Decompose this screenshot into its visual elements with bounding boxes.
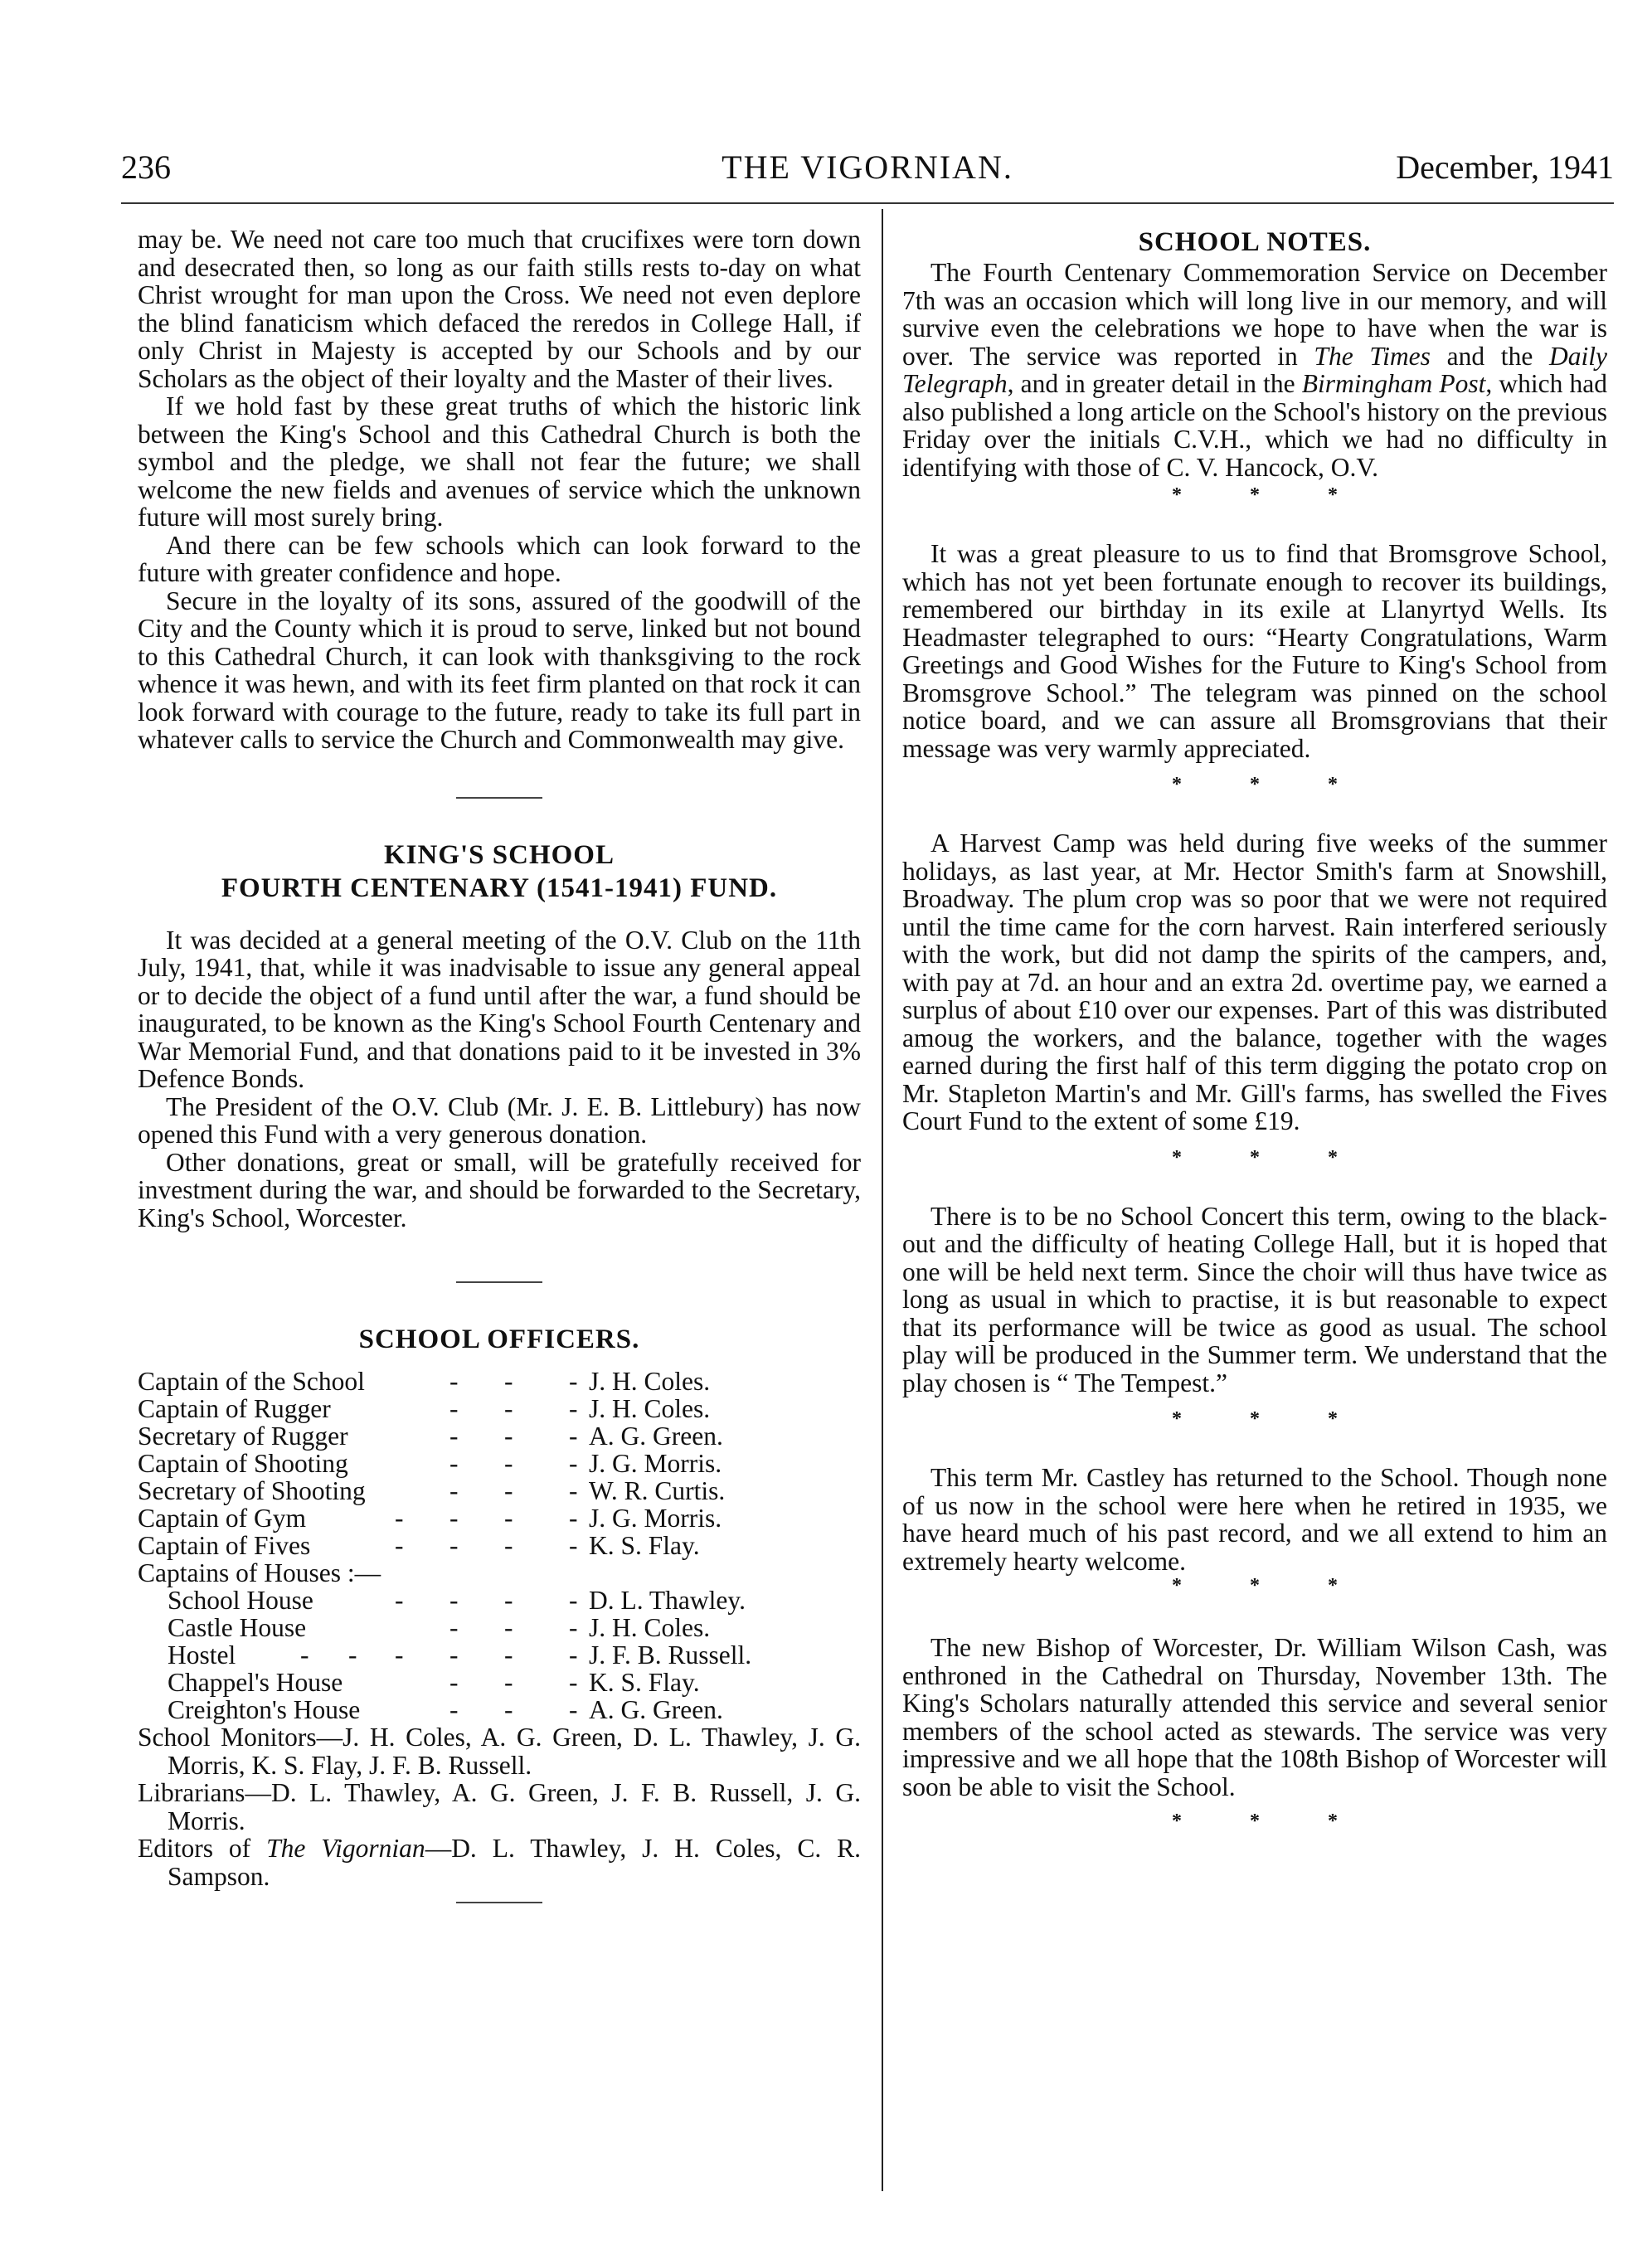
note-bishop: The new Bishop of Worcester, Dr. William Wilson Cash, was enthroned in the Cathedral on Thursday, November 13th. The King's Scholars naturally attended this service and several senior members of the school acted as stewards. The service was very impressive and we all hope that the 108th Bishop of Worcester will soon be able to visit the School. (902, 1633, 1607, 1801)
officer-row: Captain of Rugger - - - J. H. Coles. (138, 1394, 711, 1423)
officer-role: Secretary of Rugger (138, 1422, 348, 1451)
house-captain: J. F. B. Russell. (589, 1640, 752, 1669)
note-commemoration: The Fourth Centenary Commemoration Service on December 7th was an occasion which will long live in our memory, and will survive even the celebrations we hope to have when the war is over. The service was reported in The Times and the Daily Telegraph, and in greater detail in the Birmingham Post, which had also published a long article on the School's history on the previous Friday over the initials C.V.H., which we had no difficulty in identifying with those of C. V. Hancock, O.V. (902, 258, 1607, 482)
note-bromsgrove: It was a great pleasure to us to find that Bromsgrove School, which has not yet been fortunate enough to recover its buildings, remembered our birthday in its exile at Llanyrtyd Wells. Its Headmaster telegraphed to ours: “Hearty Congratulations, Warm Greetings and Good Wishes for the Future to King's School from Bromsgrove School.” The telegram was pinned on the school notice board, and we can assure all Bromsgrovians that their message was very warmly appreciated. (902, 539, 1607, 763)
house-captain: J. H. Coles. (589, 1613, 711, 1642)
house-captain: D. L. Thawley. (589, 1586, 746, 1615)
vigornian-title: The Vigornian (266, 1834, 425, 1863)
house-role: Creighton's House (168, 1695, 361, 1724)
officers-heading: SCHOOL OFFICERS. (358, 1324, 640, 1354)
house-row: Hostel - - - - - - J. F. B. Russell. (168, 1640, 752, 1669)
officer-name: W. R. Curtis. (589, 1476, 726, 1505)
house-row: School House - - - - D. L. Thawley. (168, 1586, 746, 1615)
section-rule (456, 1902, 542, 1903)
officer-role: Captain of the School (138, 1367, 365, 1396)
star-separator: * * * (1172, 1408, 1369, 1430)
officer-role: Captain of Rugger (138, 1394, 331, 1423)
librarians: Librarians—D. L. Thawley, A. G. Green, J. F. B. Russell, J. G. Morris. (138, 1778, 861, 1835)
officer-row: Captain of the School - - - J. H. Coles. (138, 1367, 711, 1396)
page-header (121, 148, 1614, 197)
officer-name: J. G. Morris. (589, 1504, 722, 1533)
closing-paragraph-4: Secure in the loyalty of its sons, assured of the goodwill of the City and the County which it is proud to serve, linked but not bound to this Cathedral Church, it can look with thanksgiving to the rock whence it was hewn, and with its feet firm planted on that rock it can look forward with courage to the future, ready to take its full part in whatever calls to service the Church and Commonwealth may give. (138, 586, 861, 754)
star-separator: * * * (1172, 1146, 1369, 1169)
officer-row: Captain of Gym - - - - J. G. Morris. (138, 1504, 722, 1533)
closing-paragraph-2: If we hold fast by these great truths of which the historic link between the King's School and this Cathedral Church is both the symbol and the pledge, we shall not fear the future; we shall welcome the new fields and avenues of service which the unknown future will most surely bring. (138, 391, 861, 532)
house-row: Creighton's House - - - A. G. Green. (168, 1695, 723, 1724)
officer-role: Captain of Shooting (138, 1449, 348, 1478)
fund-paragraph-3: Other donations, great or small, will be gratefully received for investment during the war, and should be forwarded to the Secretary, King's School, Worcester. (138, 1147, 861, 1232)
house-row: Castle House - - - J. H. Coles. (168, 1613, 711, 1642)
fund-heading-2: FOURTH CENTENARY (1541-1941) FUND. (221, 872, 778, 903)
officer-row: Secretary of Shooting - - - W. R. Curtis. (138, 1476, 726, 1505)
fund-heading-1: KING'S SCHOOL (384, 839, 615, 870)
officer-role: Captain of Fives (138, 1531, 311, 1560)
house-role: Castle House (168, 1613, 307, 1642)
officer-name: J. G. Morris. (589, 1449, 722, 1478)
fund-paragraph-2: The President of the O.V. Club (Mr. J. E. B. Littlebury) has now opened this Fund with a very generous donation. (138, 1091, 861, 1149)
column-divider (882, 209, 883, 2191)
houses-label-row (138, 1559, 861, 1587)
house-captain: A. G. Green. (589, 1695, 723, 1724)
officer-name: A. G. Green. (589, 1422, 723, 1451)
star-separator: * * * (1172, 484, 1369, 506)
left-column (138, 226, 861, 1903)
school-monitors: School Monitors—J. H. Coles, A. G. Green, D. L. Thawley, J. G. Morris, K. S. Flay, J. F. B. Russell. (138, 1723, 861, 1780)
header-rule (121, 202, 1614, 204)
closing-paragraph-1: may be. We need not care too much that crucifixes were torn down and desecrated then, so long as our faith stills rests to-day on what Christ wrought for man upon the Cross. We need not even deplore the blind fanaticism which defaced the reredos in College Hall, if only Christ in Majesty is accepted by our Schools and by our Scholars as the object of their loyalty and the Master of their lives. (138, 225, 861, 393)
note-harvest-camp: A Harvest Camp was held during five weeks of the summer holidays, as last year, at Mr. Hector Smith's farm at Snowshill, Broadway. The plum crop was so poor that we were not required until the time came for the corn harvest. Rain interfered seriously with the work, but did not damp the spirits of the campers, and, with pay at 7d. an hour and an extra 2d. overtime pay, we earned a surplus of about £10 over our expenses. Part of this was distributed amoug the workers, and the balance, together with the wages earned during the first half of this term digging the potato crop on Mr. Stapleton Martin's and Mr. Gill's farms, has swelled the Fives Court Fund to the extent of some £19. (902, 829, 1607, 1135)
star-separator: * * * (1172, 1810, 1369, 1832)
houses-label: Captains of Houses :— (138, 1558, 381, 1587)
house-role: Chappel's House (168, 1668, 343, 1697)
officers-list (138, 1368, 861, 1890)
house-row: Chappel's House - - - K. S. Flay. (168, 1668, 700, 1697)
editors: Editors of The Vigornian—D. L. Thawley, J. H. Coles, C. R. Sampson. (138, 1834, 862, 1891)
house-captain: K. S. Flay. (589, 1668, 700, 1697)
star-separator: * * * (1172, 1575, 1369, 1597)
journal-title: THE VIGORNIAN. (722, 148, 1013, 186)
fund-paragraph-1: It was decided at a general meeting of the O.V. Club on the 11th July, 1941, that, while it was inadvisable to issue any general appeal or to decide the object of a fund until after the war, a fund should be inaugurated, to be known as the King's School Fourth Centenary and War Memorial Fund, and that donations paid to it be invested in 3% Defence Bonds. (138, 925, 861, 1093)
school-notes-heading: SCHOOL NOTES. (1138, 227, 1372, 257)
page-number: 236 (121, 148, 171, 186)
officer-name: K. S. Flay. (589, 1531, 700, 1560)
star-separator: * * * (1172, 774, 1369, 795)
officer-role: Captain of Gym (138, 1504, 306, 1533)
closing-paragraph-3: And there can be few schools which can look forward to the future with greater confidence and hope. (138, 530, 861, 587)
officer-row: Secretary of Rugger - - - A. G. Green. (138, 1422, 723, 1451)
officer-row: Captain of Shooting - - - J. G. Morris. (138, 1449, 722, 1478)
note-concert: There is to be no School Concert this term, owing to the black-out and the difficulty of heating College Hall, but it is hoped that one will be held next term. Since the choir will thus have twice as long as usual in which to practise, it is but reasonable to expect that its performance will be twice as good as usual. The school play will be produced in the Summer term. We understand that the play chosen is “ The Tempest.” (902, 1201, 1607, 1397)
officer-role: Secretary of Shooting (138, 1476, 366, 1505)
issue-date: December, 1941 (1396, 148, 1614, 186)
house-role: Hostel (168, 1640, 236, 1669)
officer-name: J. H. Coles. (589, 1394, 711, 1423)
note-castley: This term Mr. Castley has returned to the School. Though none of us now in the school were here when he retired in 1935, we have heard much of his past record, and we all extend to him an extremely hearty welcome. (902, 1463, 1607, 1576)
house-role: School House (168, 1586, 313, 1615)
officer-row: Captain of Fives - - - - K. S. Flay. (138, 1531, 700, 1560)
officer-name: J. H. Coles. (589, 1367, 711, 1396)
right-column (902, 226, 1607, 1833)
